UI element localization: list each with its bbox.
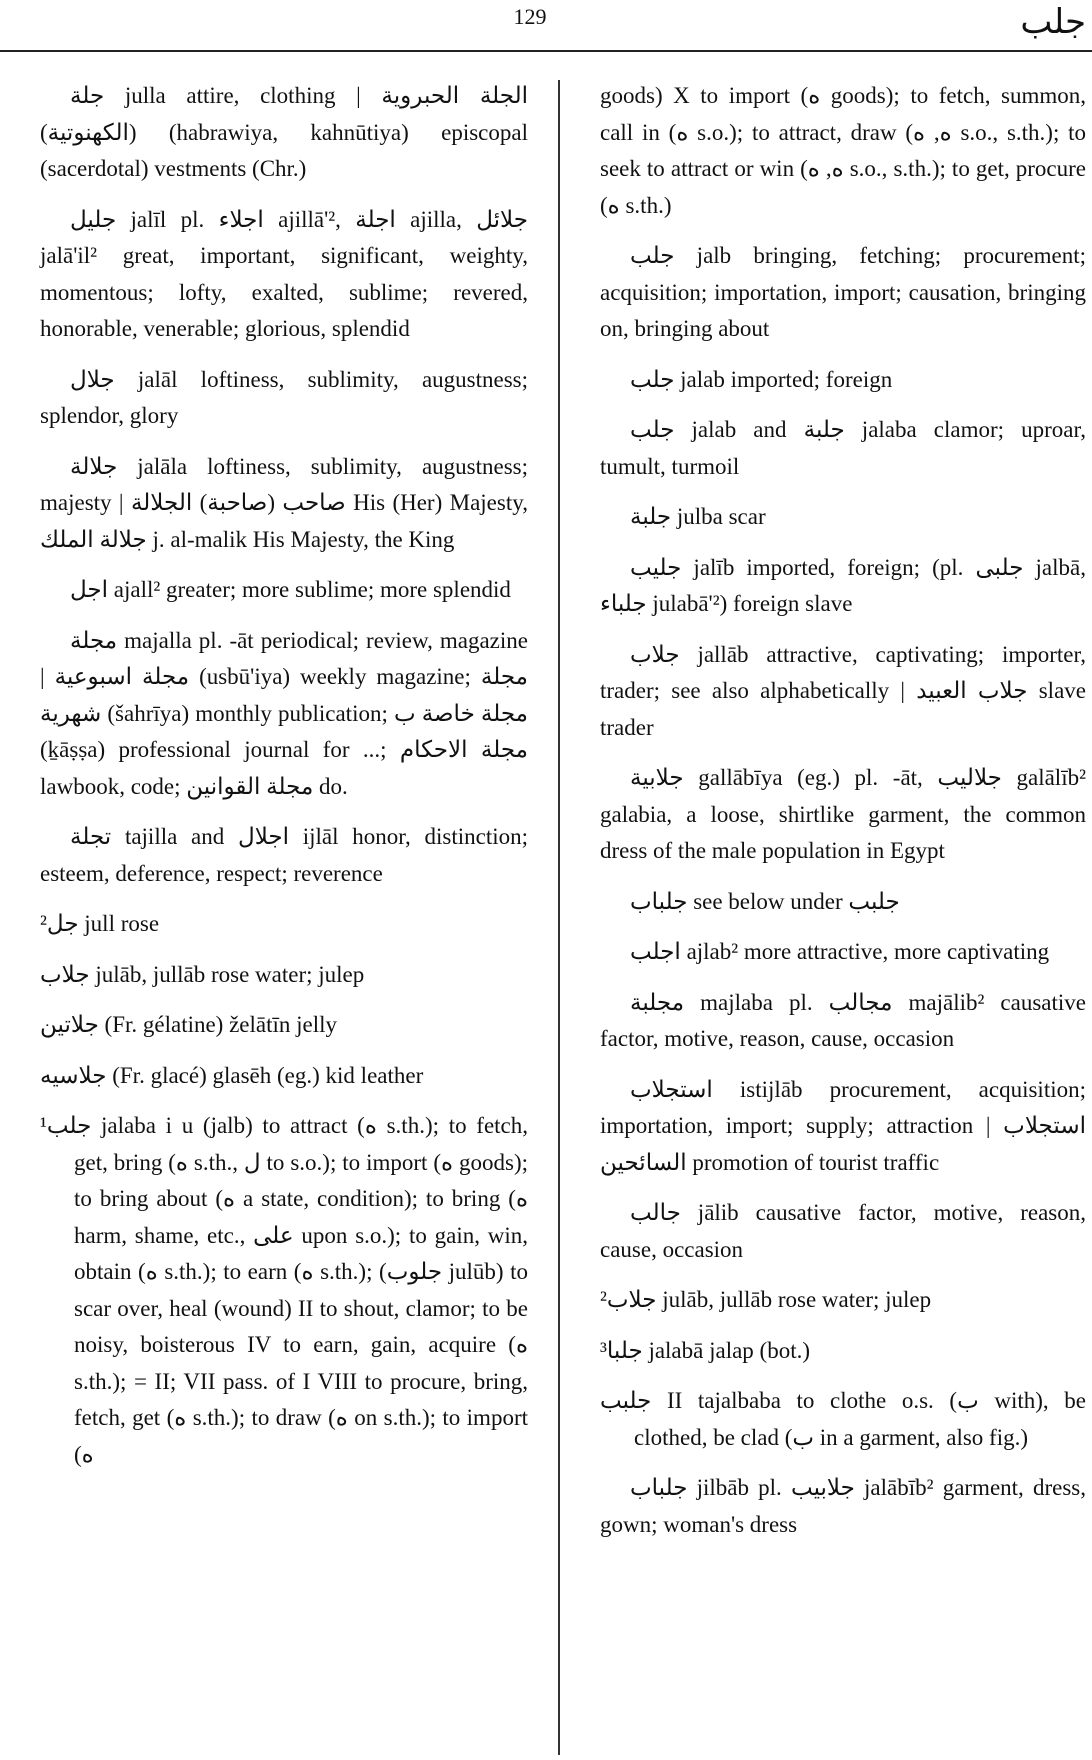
entry-jalb: جلب jalb bringing, fetching; procurement; acquisition; importation, import; causation, bringing on, bringing about bbox=[600, 243, 1086, 341]
entry-tajalbaba: جلبب II tajalbaba to clothe o.s. (ب with), be clothed, be clad (ب in a garment, also fig.) bbox=[600, 1388, 1086, 1450]
entry-jalal: جلال jalāl loftiness, sublimity, augustness; splendor, glory bbox=[40, 366, 528, 428]
entry-gelatine: جلاتين (Fr. gélatine) želātīn jelly bbox=[40, 1012, 338, 1037]
page-number: 129 bbox=[513, 4, 547, 29]
entry-julla: جلة julla attire, clothing | الجلة الحبروية (الكهنوتية) (habrawiya, kahnūtiya) episcopal (sacerdotal) vestments (Chr.) bbox=[40, 83, 529, 181]
entry-jalaba-jalap: ³جلبا jalabā jalap (bot.) bbox=[600, 1337, 810, 1363]
entry-jalaba-continued: goods) X to import (ه goods); to fetch, summon, call in (ه s.o.); to attract, draw (ه, ه s.o., s.th.); to seek to attract or win (ه, ه s.o., s.th.); to get, procure (ه s.th.) bbox=[600, 83, 1087, 218]
entry-jilbab: جلباب jilbāb pl. جلابيب jalābīb² garment, dress, gown; woman's dress bbox=[600, 1475, 1086, 1537]
header-rule bbox=[0, 50, 1092, 52]
entry-istijlab: استجلاب istijlāb procurement, acquisition; importation, import; supply; attraction | استجلاب السائحين promotion of tourist traffic bbox=[600, 1076, 1086, 1175]
entry-jalib: جليب jalīb imported, foreign; (pl. جلبى jalbā, جلباء julabā'²) foreign slave bbox=[600, 554, 1086, 616]
entry-gallabiya: جلابية gallābīya (eg.) pl. -āt, جلاليب galālīb² galabia, a loose, shirtlike garment, the common dress of the male population in Egypt bbox=[600, 765, 1086, 863]
entry-jalab-clamor: جلب jalab and جلبة jalaba clamor; uproar, tumult, turmoil bbox=[600, 417, 1087, 479]
entry-julab-2: ²جلاب julāb, jullāb rose water; julep bbox=[600, 1287, 932, 1312]
entry-julba: جلبة julba scar bbox=[630, 504, 766, 529]
entry-jalab-imported: جلب jalab imported; foreign bbox=[630, 366, 893, 392]
entry-jallab: جلاب jallāb attractive, captivating; importer, trader; see also alphabetically | جلاب العبيد slave trader bbox=[600, 641, 1086, 740]
entry-jilbab-ref: جلباب see below under جلبب bbox=[630, 888, 900, 914]
entry-jalala: جلالة jalāla loftiness, sublimity, augustness; majesty | صاحب (صاحبة) الجلالة His (Her) Majesty, جلالة الملك j. al-malik His Majesty, the King bbox=[40, 453, 528, 552]
entry-glace: جلاسيه (Fr. glacé) glasēh (eg.) kid leather bbox=[40, 1062, 424, 1088]
entry-majlaba: مجلبة majlaba pl. مجالب majālib² causative factor, motive, reason, cause, occasion bbox=[600, 989, 1086, 1051]
entry-jalib-factor: جالب jālib causative factor, motive, reason, cause, occasion bbox=[600, 1200, 1086, 1262]
entry-jull: ²جل jull rose bbox=[40, 911, 160, 936]
entry-tajilla: تجلة tajilla and اجلال ijlāl honor, distinction; esteem, deference, respect; reverence bbox=[40, 824, 528, 886]
entry-julab: جلاب julāb, jullāb rose water; julep bbox=[40, 961, 365, 987]
entry-jalil: جليل jalīl pl. اجلاء ajillā'², اجلة ajilla, جلائل jalā'il² great, important, significant, weighty, momentous; lofty, exalted, sublime; revered, honorable, venerable; glorious, splendid bbox=[40, 206, 528, 341]
entry-jalaba: ¹جلب jalaba i u (jalb) to attract (ه s.th.); to fetch, get, bring (ه s.th., ل to s.o.); to import (ه goods); to bring about (ه a state, condition); to bring (ه harm, shame, etc., على upon s.o.); to gain, win, obtain (ه s.th.); to earn (ه s.th.); (جلوب julūb) to scar over, heal (wound) II to shout, clamor; to be noisy, boisterous IV to earn, gain, acquire (ه s.th.); = II; VII pass. of I VIII to procure, bring, fetch, get (ه s.th.); to draw (ه on s.th.); to import (ه bbox=[40, 1113, 529, 1467]
entry-majalla: مجلة majalla pl. -āt periodical; review, magazine | مجلة اسبوعية (usbū'iya) weekly magazine; مجلة شهرية (šahrīya) monthly publication; مجلة خاصة ب (ḵāṣṣa) professional journal for ...; مجلة الاحكام lawbook, code; مجلة القوانين do. bbox=[40, 627, 528, 799]
entry-ajall: اجل ajall² greater; more sublime; more splendid bbox=[70, 577, 511, 602]
right-column bbox=[600, 78, 1086, 1557]
entry-ajlab: اجلب ajlab² more attractive, more captivating bbox=[630, 939, 1050, 964]
column-divider bbox=[558, 80, 560, 1755]
left-column bbox=[40, 78, 528, 1487]
running-headword: جلب bbox=[1020, 2, 1086, 42]
